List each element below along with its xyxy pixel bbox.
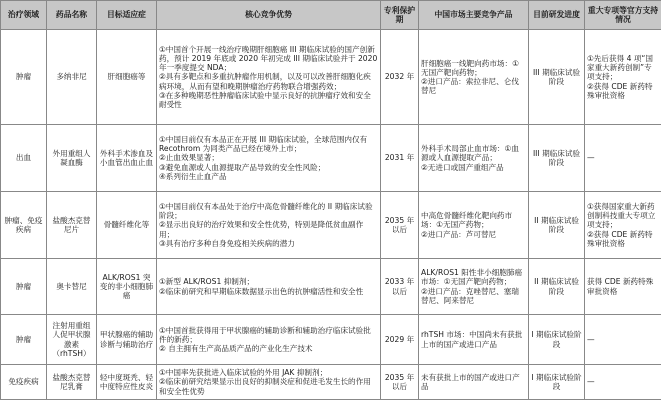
competitor-line: 未有获批上市的国产或进口产品 [421,372,520,391]
cell-area: 肿瘤、免疫疾病 [1,192,47,259]
cell-competitors [419,365,529,400]
cell-advantage [157,259,381,315]
cell-advantage [157,365,381,400]
cell-indication: ALK/ROS1 突变的非小细胞肺癌 [97,259,157,315]
cell-indication: 骨髓纤维化等 [97,192,157,259]
cell-drug: 盐酸杰克替尼乳膏 [47,365,97,400]
competitor-line: 外科手术局部止血市场：①血源或人血源提取产品； [421,144,519,163]
advantage-line: ②止血效果显著； [159,153,219,163]
advantage-line: ③具有治疗多种自身免疫相关疾病的潜力 [159,238,295,248]
cell-area: 肿瘤 [1,315,47,365]
cell-drug: 盐酸杰克替尼片 [47,192,97,259]
cell-area: 免疫疾病 [1,365,47,400]
advantage-line: ①中国目前仅有本品处于治疗中高危骨髓纤维化的 II 期临床试验阶段； [159,201,373,221]
competitor-line: 中高危骨髓纤维化靶向药市场：①无国产药物； [421,211,513,230]
header-official-support: 重大专项等官方支持情况 [585,1,661,30]
advantage-line: ①中国目前仅有本品正在开展 III 期临床试验，全球范围内仅有 Recothrom 为同类产品已经在境外上市； [159,134,368,154]
cell-progress: I 期临床试验阶段 [529,365,585,400]
header-patent-period: 专利保护期 [381,1,419,30]
cell-competitors [419,30,529,125]
cell-patent: 2031 年 [381,125,419,192]
cell-indication: 外科手术渗血及小血管出血止血 [97,125,157,192]
advantage-line: ①中国率先获批进入临床试验的外用 JAK 抑制剂； [159,368,328,378]
support-line: — [587,153,595,163]
advantage-line: ②临床前研究和早期临床数据显示出色的抗肿瘤活性和安全性 [159,286,364,296]
header-treatment-area: 治疗领域 [1,1,47,30]
cell-support [585,125,661,192]
cell-support [585,30,661,125]
advantage-line: ②具有多靶点和多重抗肿瘤作用机制，以及可以改善肝细胞化疾病环境，从而有望和晚期肿瘤治疗药物联合增强药效； [159,72,371,91]
cell-competitors [419,125,529,192]
competitor-line: rhTSH 市场：中国尚未有获批上市的国产或进口产品 [421,330,523,349]
cell-advantage [157,315,381,365]
cell-patent: 2032 年 [381,30,419,125]
advantage-line: ①中国首个开展一线治疗晚期肝细胞癌 III 期临床试验的国产创新药，预计 2019 年底或 2020 年初完成 III 期临床试验并于 2020 年一季度提交 NDA； [159,44,378,73]
cell-drug: 奥卡替尼 [47,259,97,315]
header-drug-name: 药品名称 [47,1,97,30]
header-progress: 目前研发进度 [529,1,585,30]
table-row [1,259,661,315]
cell-support [585,259,661,315]
cell-drug: 外用重组人凝血酶 [47,125,97,192]
cell-indication: 肝细胞癌等 [97,30,157,125]
competitor-line: ALK/ROS1 阳性非小细胞肺癌市场：①无国产靶向药物； [421,268,523,287]
advantage-line: ② 自主拥有生产高品质产品的产业化生产技术 [159,344,313,354]
competitor-line: ②无进口或国产重组产品 [421,162,504,172]
cell-indication: 甲状腺癌的辅助诊断与辅助治疗 [97,315,157,365]
cell-progress: III 期临床试验阶段 [529,30,585,125]
advantage-line: ④系列衍生止血产品 [159,171,227,181]
support-line: ①获得国家重大新药创制科技重大专项立项支持； [587,201,656,230]
table-row [1,315,661,365]
table-row [1,192,661,259]
cell-drug: 多纳非尼 [47,30,97,125]
cell-indication: 轻中度斑秃、轻中度特应性皮炎 [97,365,157,400]
cell-patent: 2029 年 [381,315,419,365]
support-line: ①先后获得 4 项“国家重大新药创制”专项支持； [587,53,653,82]
support-line: ②获得 CDE 新药特殊审批资格 [587,81,653,100]
advantage-line: ③在多种晚期恶性肿瘤临床试验中显示良好的抗肿瘤疗效和安全耐受性 [159,90,371,110]
competitor-line: ②进口产品：索拉非尼、仑伐替尼 [421,77,519,96]
header-indication: 目标适应症 [97,1,157,30]
advantage-line: ①新型 ALK/ROS1 抑制剂； [159,277,255,287]
advantage-line: ③避免血源或人血源提取产品导致的安全性风险； [159,162,326,172]
cell-advantage [157,125,381,192]
cell-area: 肿瘤 [1,259,47,315]
table-header-row [1,1,661,30]
cell-competitors [419,315,529,365]
competitor-line: 肝细胞癌一线靶向药市场：①无国产靶向药物； [421,58,519,77]
cell-advantage [157,192,381,259]
cell-patent: 2035 年以后 [381,192,419,259]
cell-area: 出血 [1,125,47,192]
support-line: ②获得 CDE 新药特殊审批资格 [587,229,653,248]
cell-progress: II 期临床试验阶段 [529,192,585,259]
support-line: — [587,377,595,387]
support-line: — [587,334,595,344]
table-row [1,30,661,125]
cell-patent: 2035 年以后 [381,365,419,400]
cell-progress: III 期临床试验阶段 [529,125,585,192]
support-line: 获得 CDE 新药特殊审批资格 [587,277,654,296]
competitor-line: ②进口产品：芦可替尼 [421,229,497,239]
cell-support [585,192,661,259]
cell-support [585,365,661,400]
advantage-line: ②显示出良好的治疗效果和安全性优势，特别是降低贫血副作用； [159,220,364,239]
cell-drug: 注射用重组人促甲状腺激素（rhTSH） [47,315,97,365]
cell-progress: II 期临床试验阶段 [529,259,585,315]
cell-advantage [157,30,381,125]
cell-progress: I 期临床试验阶段 [529,315,585,365]
table-row [1,125,661,192]
advantage-line: ②临床前研究结果显示出良好的抑制炎症和促进毛发生长的作用和安全性优势 [159,377,371,396]
cell-support [585,315,661,365]
cell-area: 肿瘤 [1,30,47,125]
cell-competitors [419,192,529,259]
header-competitors: 中国市场主要竞争产品 [419,1,529,30]
cell-competitors [419,259,529,315]
advantage-line: ①中国首批获得用于甲状腺癌的辅助诊断和辅助治疗临床试验批件的新药； [159,325,371,344]
table-row [1,365,661,400]
cell-patent: 2033 年以后 [381,259,419,315]
competitor-line: ②进口产品：克唑替尼、塞瑞替尼、阿来替尼 [421,286,519,305]
header-core-advantage: 核心竞争优势 [157,1,381,30]
